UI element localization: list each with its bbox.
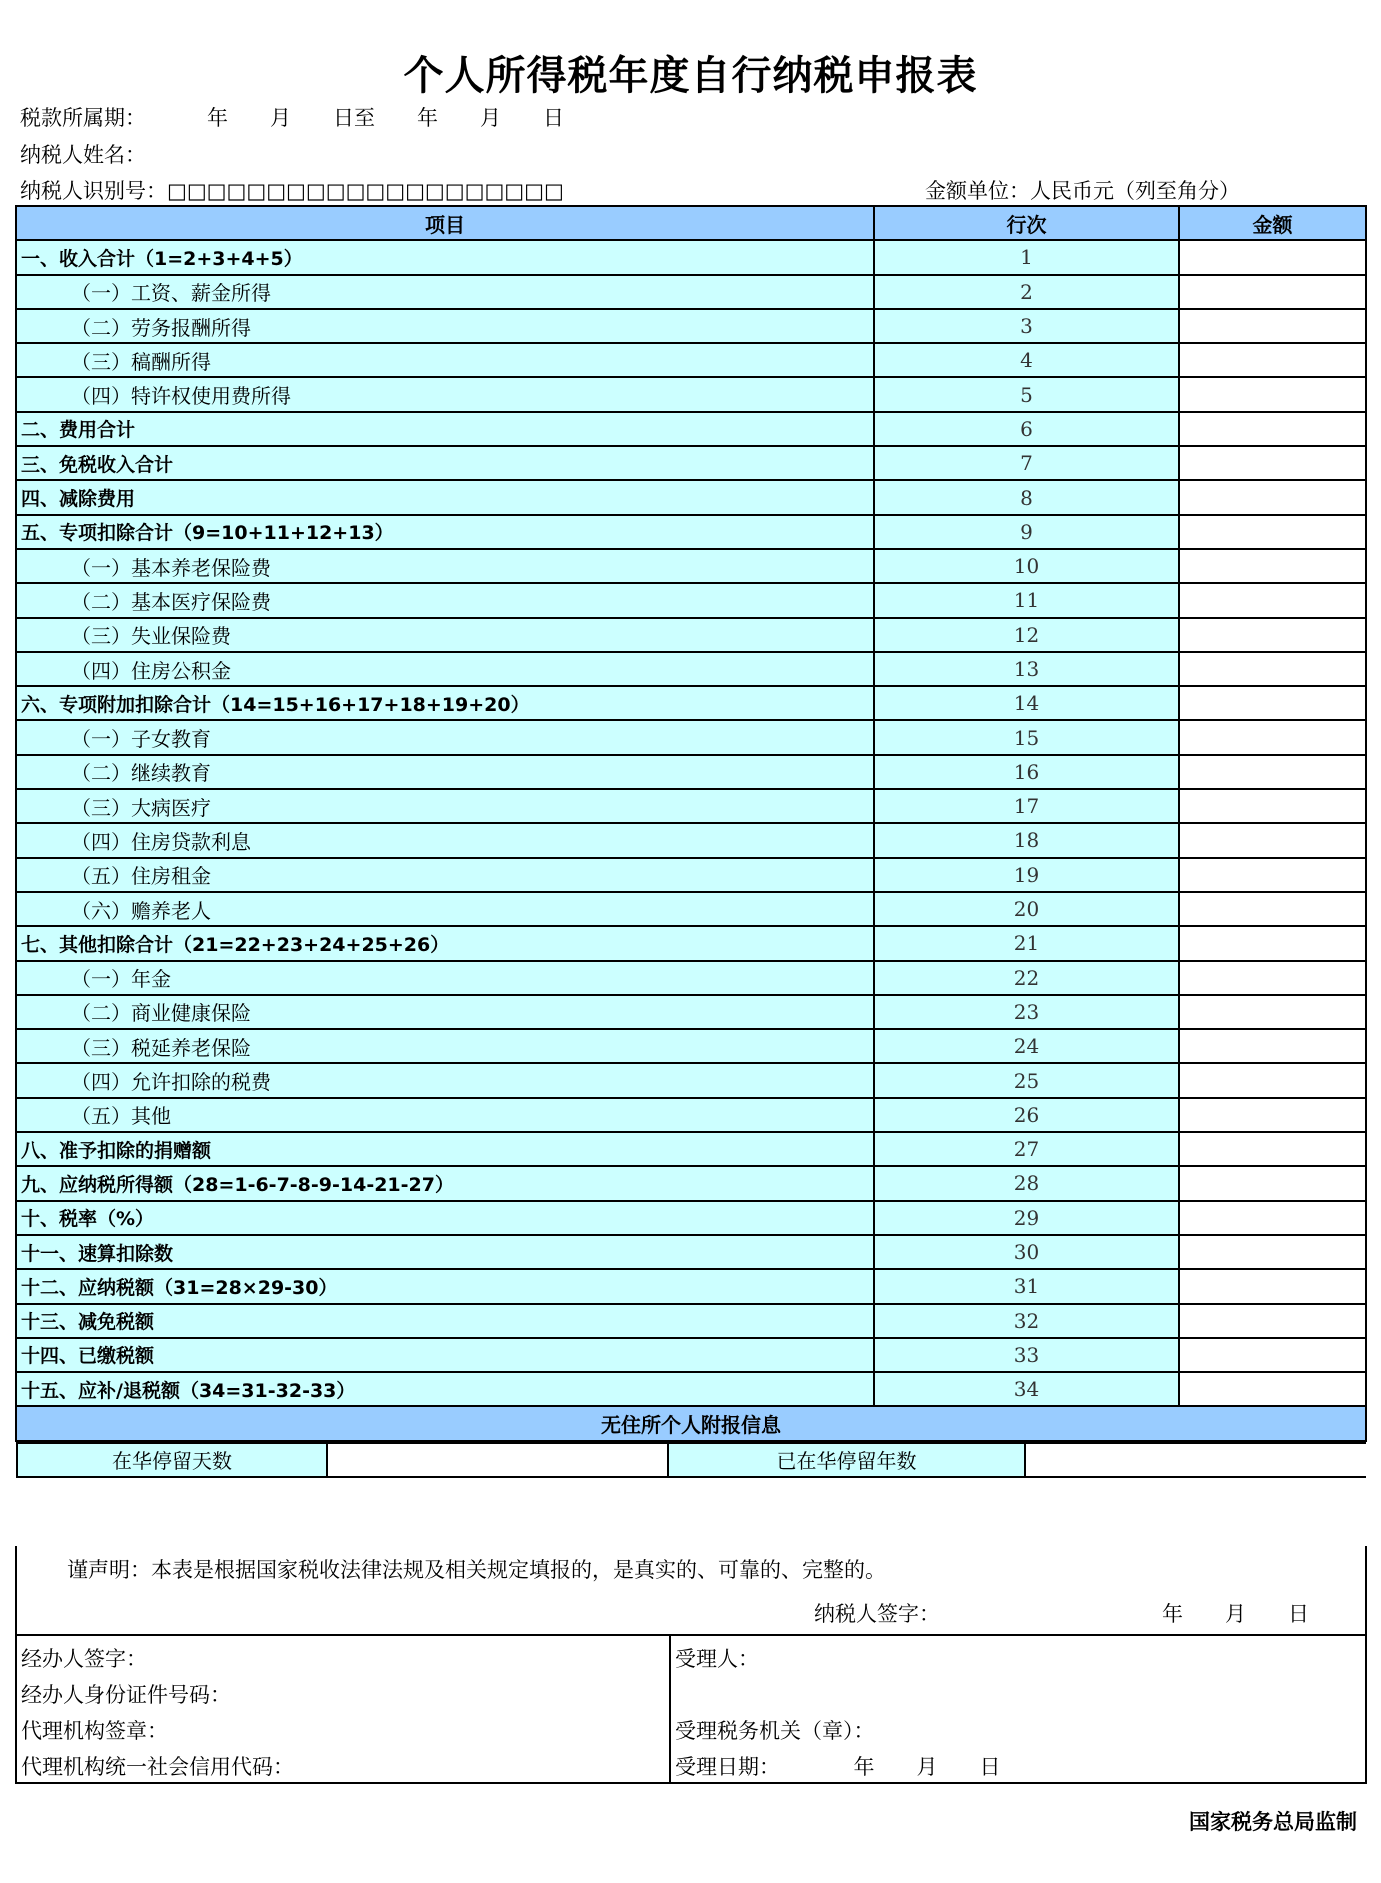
declaration-text: 谨声明：本表是根据国家税收法律法规及相关规定填报的，是真实的、可靠的、完整的。: [67, 1558, 886, 1582]
row-line-number: 9: [874, 515, 1179, 549]
stay-days-input[interactable]: [327, 1443, 668, 1477]
footer-supervisor: 国家税务总局监制: [1189, 1810, 1357, 1834]
table-row: [16, 926, 1366, 960]
table-row: [16, 1269, 1366, 1303]
tax-return-table: [15, 205, 1367, 1478]
table-row: [16, 343, 1366, 377]
row-item-label: 三、免税收入合计: [16, 446, 874, 480]
section-row: [16, 1406, 1366, 1440]
table-row: [16, 309, 1366, 343]
row-item-label: 九、应纳税所得额（28=1-6-7-8-9-14-21-27）: [16, 1166, 874, 1200]
row-item-label: 七、其他扣除合计（21=22+23+24+25+26）: [16, 926, 874, 960]
agent-id-label: 经办人身份证件号码：: [21, 1683, 231, 1707]
row-item-label: （五）其他: [16, 1098, 874, 1132]
row-item-label: 五、专项扣除合计（9=10+11+12+13）: [16, 515, 874, 549]
stay-info-container: [16, 1441, 1366, 1478]
row-item-label: 十一、速算扣除数: [16, 1235, 874, 1269]
col-header-line: 行次: [874, 206, 1179, 240]
table-row: [16, 549, 1366, 583]
row-amount-cell[interactable]: [1179, 961, 1366, 995]
agency-credit-code-label: 代理机构统一社会信用代码：: [21, 1755, 294, 1779]
row-line-number: 27: [874, 1132, 1179, 1166]
row-line-number: 18: [874, 823, 1179, 857]
col-header-amount: 金额: [1179, 206, 1366, 240]
row-item-label: 十、税率（%）: [16, 1201, 874, 1235]
row-line-number: 4: [874, 343, 1179, 377]
row-amount-cell[interactable]: [1179, 858, 1366, 892]
row-item-label: （四）住房贷款利息: [16, 823, 874, 857]
table-row: [16, 515, 1366, 549]
row-item-label: （二）商业健康保险: [16, 995, 874, 1029]
table-row: [16, 240, 1366, 274]
taxpayer-id-label: 纳税人识别号：□□□□□□□□□□□□□□□□□□□□: [20, 179, 564, 203]
row-amount-cell[interactable]: [1179, 412, 1366, 446]
row-amount-cell[interactable]: [1179, 583, 1366, 617]
row-item-label: （六）赡养老人: [16, 892, 874, 926]
row-item-label: 六、专项附加扣除合计（14=15+16+17+18+19+20）: [16, 686, 874, 720]
row-item-label: （二）继续教育: [16, 755, 874, 789]
row-amount-cell[interactable]: [1179, 515, 1366, 549]
row-amount-cell[interactable]: [1179, 686, 1366, 720]
row-item-label: 十五、应补/退税额（34=31-32-33）: [16, 1372, 874, 1406]
row-item-label: （一）工资、薪金所得: [16, 275, 874, 309]
stay-days-label: 在华停留天数: [17, 1443, 327, 1477]
row-item-label: 十三、减免税额: [16, 1304, 874, 1338]
row-line-number: 29: [874, 1201, 1179, 1235]
row-line-number: 31: [874, 1269, 1179, 1303]
receiver-label: 受理人：: [675, 1647, 759, 1671]
table-row: [16, 995, 1366, 1029]
row-line-number: 5: [874, 377, 1179, 411]
page-title: 个人所得税年度自行纳税申报表: [403, 52, 978, 99]
row-line-number: 30: [874, 1235, 1179, 1269]
row-line-number: 12: [874, 618, 1179, 652]
taxpayer-signature-label: 纳税人签字：: [814, 1602, 940, 1626]
amount-unit-label: 金额单位：人民币元（列至角分）: [925, 179, 1240, 203]
row-line-number: 28: [874, 1166, 1179, 1200]
table-row: [16, 1098, 1366, 1132]
row-line-number: 3: [874, 309, 1179, 343]
table-row: [16, 823, 1366, 857]
agent-signature-label: 经办人签字：: [21, 1647, 147, 1671]
row-line-number: 8: [874, 480, 1179, 514]
stay-info-table: [16, 1442, 1366, 1478]
row-line-number: 34: [874, 1372, 1179, 1406]
row-item-label: （一）子女教育: [16, 720, 874, 754]
row-line-number: 17: [874, 789, 1179, 823]
row-amount-cell[interactable]: [1179, 892, 1366, 926]
row-line-number: 32: [874, 1304, 1179, 1338]
row-line-number: 2: [874, 275, 1179, 309]
col-header-item: 项目: [16, 206, 874, 240]
row-line-number: 6: [874, 412, 1179, 446]
row-item-label: （四）特许权使用费所得: [16, 377, 874, 411]
row-item-label: 八、准予扣除的捐赠额: [16, 1132, 874, 1166]
row-line-number: 19: [874, 858, 1179, 892]
row-line-number: 7: [874, 446, 1179, 480]
table-row: [16, 1338, 1366, 1372]
row-item-label: 十二、应纳税额（31=28×29-30）: [16, 1269, 874, 1303]
row-amount-cell[interactable]: [1179, 995, 1366, 1029]
table-row: [16, 583, 1366, 617]
table-row: [16, 858, 1366, 892]
row-item-label: （一）年金: [16, 961, 874, 995]
table-row: [16, 1132, 1366, 1166]
row-amount-cell[interactable]: [1179, 1235, 1366, 1269]
stay-years-label: 已在华停留年数: [668, 1443, 1025, 1477]
row-amount-cell[interactable]: [1179, 1372, 1366, 1406]
row-item-label: （一）基本养老保险费: [16, 549, 874, 583]
row-line-number: 25: [874, 1063, 1179, 1097]
table-row: [16, 892, 1366, 926]
table-row: [16, 1372, 1366, 1406]
row-item-label: （四）允许扣除的税费: [16, 1063, 874, 1097]
row-item-label: （四）住房公积金: [16, 652, 874, 686]
table-row: [16, 275, 1366, 309]
row-amount-cell[interactable]: [1179, 446, 1366, 480]
row-item-label: （三）失业保险费: [16, 618, 874, 652]
row-line-number: 21: [874, 926, 1179, 960]
row-line-number: 15: [874, 720, 1179, 754]
table-row: [16, 961, 1366, 995]
row-item-label: （三）稿酬所得: [16, 343, 874, 377]
row-item-label: 二、费用合计: [16, 412, 874, 446]
row-line-number: 16: [874, 755, 1179, 789]
row-line-number: 23: [874, 995, 1179, 1029]
row-line-number: 10: [874, 549, 1179, 583]
row-line-number: 24: [874, 1029, 1179, 1063]
row-amount-cell[interactable]: [1179, 377, 1366, 411]
row-amount-cell[interactable]: [1179, 309, 1366, 343]
row-line-number: 33: [874, 1338, 1179, 1372]
declaration-date: 年 月 日: [1162, 1602, 1309, 1626]
table-row: [16, 652, 1366, 686]
table-row: [16, 1029, 1366, 1063]
row-item-label: （二）劳务报酬所得: [16, 309, 874, 343]
receive-date-label: 受理日期： 年 月 日: [675, 1755, 1001, 1779]
row-item-label: （三）税延养老保险: [16, 1029, 874, 1063]
row-amount-cell[interactable]: [1179, 823, 1366, 857]
row-line-number: 20: [874, 892, 1179, 926]
period-value: 年 月 日至 年 月 日: [207, 106, 564, 130]
row-line-number: 11: [874, 583, 1179, 617]
row-line-number: 1: [874, 240, 1179, 274]
row-amount-cell[interactable]: [1179, 1338, 1366, 1372]
table-row: [16, 1235, 1366, 1269]
row-item-label: （二）基本医疗保险费: [16, 583, 874, 617]
row-amount-cell[interactable]: [1179, 755, 1366, 789]
row-item-label: 四、减除费用: [16, 480, 874, 514]
row-amount-cell[interactable]: [1179, 1269, 1366, 1303]
table-header-row: [16, 206, 1366, 240]
row-amount-cell[interactable]: [1179, 789, 1366, 823]
table-row: [16, 686, 1366, 720]
tax-office-label: 受理税务机关（章）：: [675, 1719, 875, 1743]
table-row: [16, 1201, 1366, 1235]
row-amount-cell[interactable]: [1179, 343, 1366, 377]
row-amount-cell[interactable]: [1179, 720, 1366, 754]
table-row: [16, 1304, 1366, 1338]
row-amount-cell[interactable]: [1179, 1063, 1366, 1097]
table-row: [16, 789, 1366, 823]
row-item-label: （三）大病医疗: [16, 789, 874, 823]
row-line-number: 13: [874, 652, 1179, 686]
row-amount-cell[interactable]: [1179, 1201, 1366, 1235]
table-row: [16, 412, 1366, 446]
row-amount-cell[interactable]: [1179, 1029, 1366, 1063]
row-amount-cell[interactable]: [1179, 1304, 1366, 1338]
table-row: [16, 1166, 1366, 1200]
period-label: 税款所属期：: [20, 106, 146, 130]
row-amount-cell[interactable]: [1179, 1098, 1366, 1132]
stay-years-input[interactable]: [1025, 1443, 1366, 1477]
nonresident-section-title: 无住所个人附报信息: [16, 1406, 1366, 1440]
row-amount-cell[interactable]: [1179, 652, 1366, 686]
table-row: [16, 618, 1366, 652]
agency-seal-label: 代理机构签章：: [21, 1719, 168, 1743]
row-amount-cell[interactable]: [1179, 618, 1366, 652]
stay-info-row: [16, 1441, 1366, 1478]
table-row: [16, 377, 1366, 411]
row-amount-cell[interactable]: [1179, 1166, 1366, 1200]
table-row: [16, 720, 1366, 754]
row-item-label: 十四、已缴税额: [16, 1338, 874, 1372]
table-row: [16, 1063, 1366, 1097]
row-line-number: 26: [874, 1098, 1179, 1132]
declaration-box: [15, 1546, 1367, 1636]
row-amount-cell[interactable]: [1179, 240, 1366, 274]
row-amount-cell[interactable]: [1179, 926, 1366, 960]
row-item-label: 一、收入合计（1=2+3+4+5）: [16, 240, 874, 274]
row-amount-cell[interactable]: [1179, 549, 1366, 583]
row-line-number: 14: [874, 686, 1179, 720]
table-row: [16, 480, 1366, 514]
row-item-label: （五）住房租金: [16, 858, 874, 892]
table-row: [16, 446, 1366, 480]
row-amount-cell[interactable]: [1179, 480, 1366, 514]
table-row: [16, 755, 1366, 789]
row-line-number: 22: [874, 961, 1179, 995]
taxpayer-name-label: 纳税人姓名：: [20, 143, 146, 167]
row-amount-cell[interactable]: [1179, 275, 1366, 309]
row-amount-cell[interactable]: [1179, 1132, 1366, 1166]
divider: [669, 1636, 671, 1782]
processing-box: [15, 1634, 1367, 1784]
